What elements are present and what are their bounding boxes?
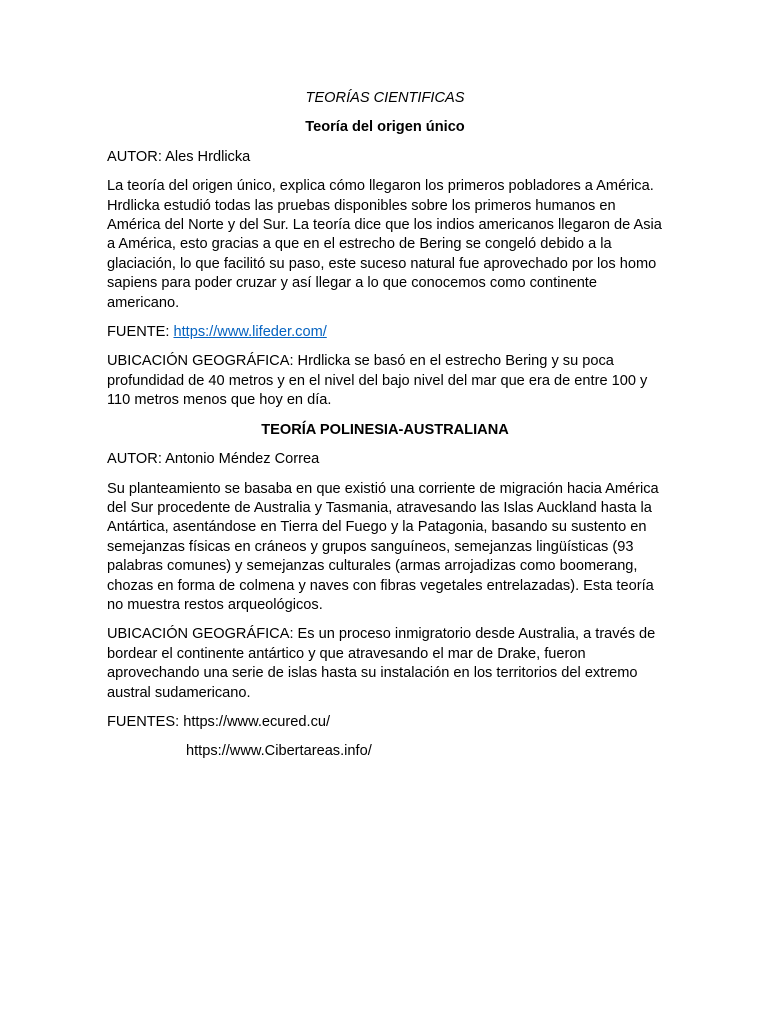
section2-sources-line2: https://www.Cibertareas.info/	[186, 743, 372, 760]
section1-title: Teoría del origen único	[305, 119, 465, 136]
document-body	[107, 89, 663, 772]
section1-source-label: FUENTE:	[107, 324, 174, 341]
section2-sources-line1: FUENTES: https://www.ecured.cu/	[107, 713, 331, 730]
section1-author: AUTOR: Ales Hrdlicka	[107, 148, 251, 165]
document-title: TEORÍAS CIENTIFICAS	[305, 90, 465, 106]
section1-source	[107, 323, 663, 342]
section2-paragraph: Su planteamiento se basaba en que existió una corriente de migración hacia América del Sur procedente de Australia y Tasmania, atravesando las Islas Auckland hasta la Antártica, asentándose en Tierra del Fuego y la Patagonia, basando su sustento en semejanzas físicas en cráneos y grupos sanguíneos, semejanzas lingüísticas (93 palabras comunes) y semejanzas culturales (armas arrojadizas como boomerang, chozas en forma de colmena y naves con fibras vegetales entrelazadas). Esta teoría no muestra restos arqueológicos.	[107, 480, 659, 613]
section2-title: TEORÍA POLINESIA-AUSTRALIANA	[261, 421, 509, 438]
section1-location: UBICACIÓN GEOGRÁFICA: Hrdlicka se basó en el estrecho Bering y su poca profundidad de 40 metros y en el nivel del bajo nivel del mar que era de entre 100 y 110 metros menos que hoy en día.	[107, 353, 648, 409]
section1-paragraph: La teoría del origen único, explica cómo llegaron los primeros pobladores a América. Hrdlicka estudió todas las pruebas disponibles sobre los primeros humanos en América del Norte y del Sur. La teoría dice que los indios americanos llegaron de Asia a América, esto gracias a que en el estrecho de Bering se congeló debido a la glaciación, lo que facilitó su paso, este suceso natural fue aprovechado por los homo sapiens para poder cruzar y así llegar a lo que conocemos como continente americano.	[107, 178, 662, 311]
section2-author: AUTOR: Antonio Méndez Correa	[107, 451, 320, 468]
section1-source-link[interactable]: https://www.lifeder.com/	[173, 324, 327, 341]
section2-location: UBICACIÓN GEOGRÁFICA: Es un proceso inmigratorio desde Australia, a través de bordear el continente antártico y que atravesando el mar de Drake, fueron aprovechando una serie de islas hasta su instalación en los territorios del extremo austral sudamericano.	[107, 626, 656, 701]
